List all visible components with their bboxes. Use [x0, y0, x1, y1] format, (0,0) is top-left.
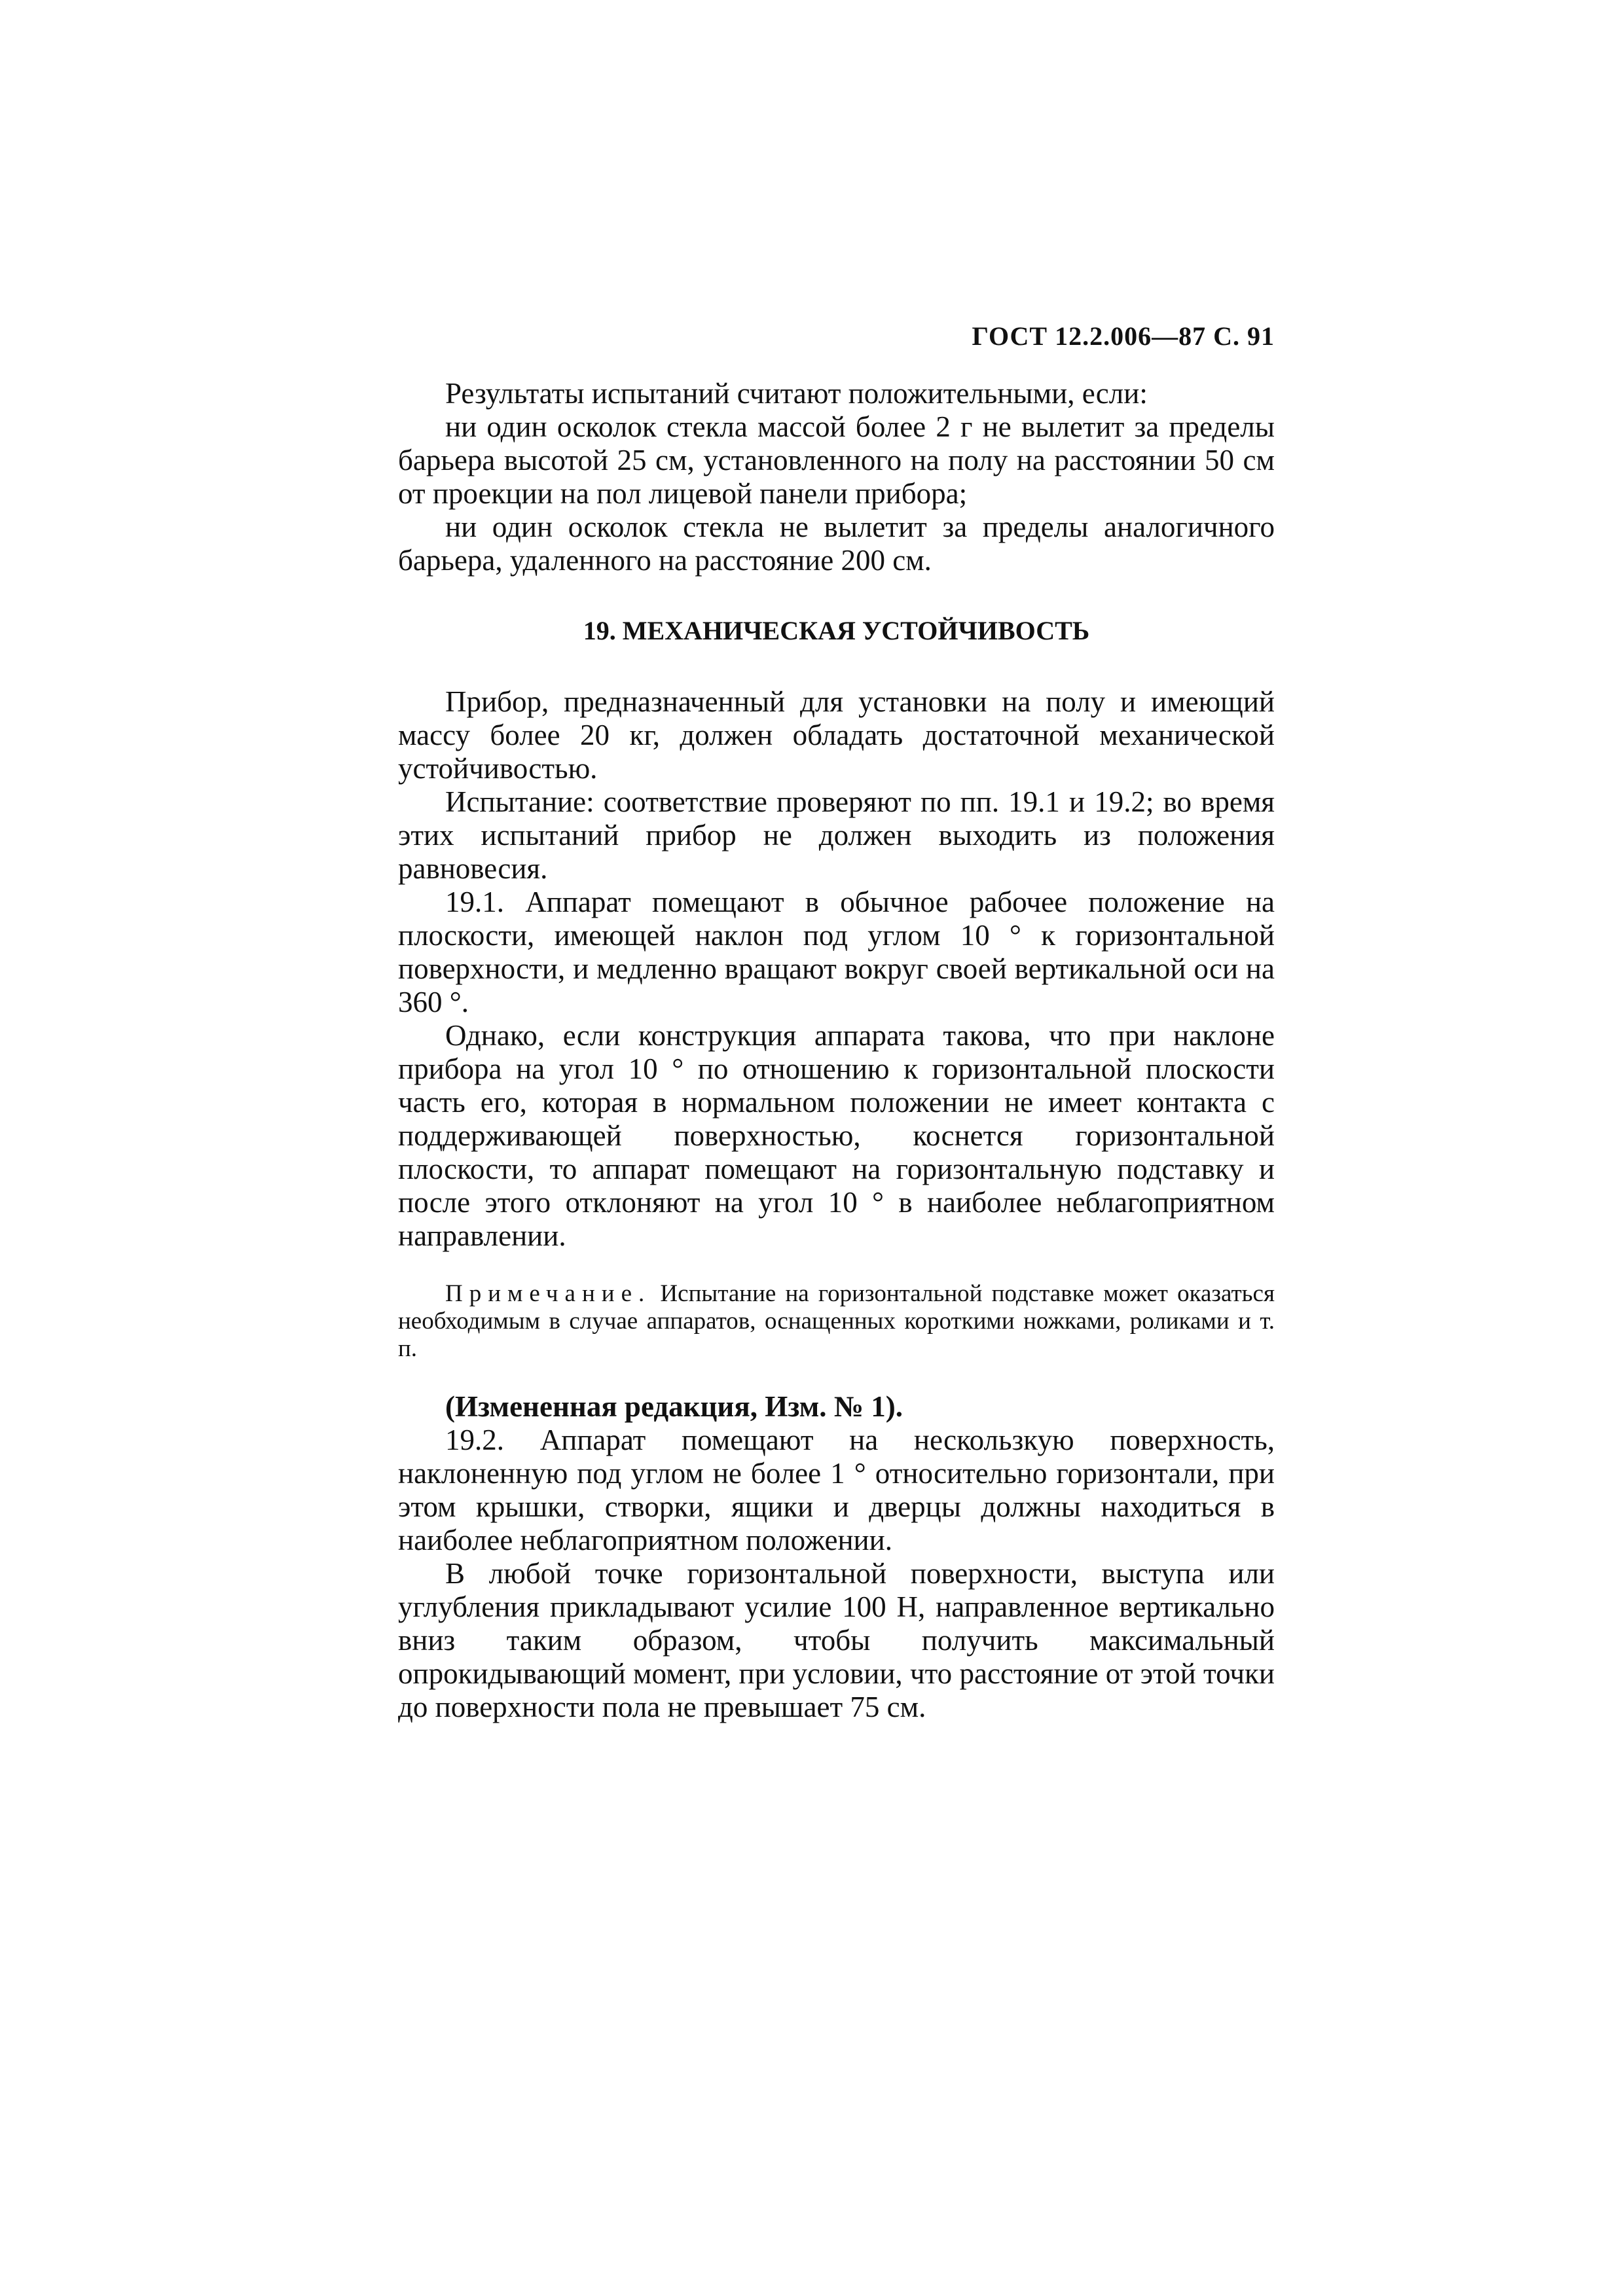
section-paragraph-2: Испытание: соответствие проверяют по пп. 19.1 и 19.2; во время этих испытаний прибор не должен выходить из положения равновесия.: [398, 785, 1275, 885]
document-body: [398, 377, 1275, 1724]
intro-paragraph-1: Результаты испытаний считают положительными, если:: [445, 377, 1148, 410]
note: [398, 1280, 1275, 1363]
section-title: 19. МЕХАНИЧЕСКАЯ УСТОЙЧИВОСТЬ: [583, 616, 1090, 645]
note-label: Примечание.: [445, 1280, 651, 1307]
intro-paragraph-2: ни один осколок стекла массой более 2 г не вылетит за пределы барьера высотой 25 см, установленного на полу на расстоянии 50 см от проекции на пол лицевой панели прибора;: [398, 410, 1275, 510]
clause-19-1-continuation: Однако, если конструкция аппарата такова, что при наклоне прибора на угол 10 ° по отношению к горизонтальной плоскости часть его, которая в нормальном положении не имеет контакта с поддерживающей поверхностью, коснется горизонтальной плоскости, то аппарат помещают на горизонтальную подставку и после этого отклоняют на угол 10 ° в наиболее неблагоприятном направлении.: [398, 1019, 1275, 1252]
amendment-note: (Измененная редакция, Изм. № 1).: [445, 1390, 903, 1423]
clause-19-1: 19.1. Аппарат помещают в обычное рабочее положение на плоскости, имеющей наклон под углом 10 ° к горизонтальной поверхности, и медленно вращают вокруг своей вертикальной оси на 360 °.: [398, 886, 1275, 1018]
page-header: ГОСТ 12.2.006—87 С. 91: [972, 321, 1275, 351]
intro-paragraph-3: ни один осколок стекла не вылетит за пределы аналогичного барьера, удаленного на расстояние 200 см.: [398, 511, 1275, 577]
note-text: Испытание на горизонтальной подставке может оказаться необходимым в случае аппаратов, оснащенных короткими ножками, роликами и т. п.: [398, 1280, 1275, 1362]
section-paragraph-1: Прибор, предназначенный для установки на полу и имеющий массу более 20 кг, должен обладать достаточной механической устойчивостью.: [398, 685, 1275, 785]
clause-19-2-continuation: В любой точке горизонтальной поверхности, выступа или углубления прикладывают усилие 100 Н, направленное вертикально вниз таким образом, чтобы получить максимальный опрокидывающий момент, при условии, что расстояние от этой точки до поверхности пола не превышает 75 см.: [398, 1557, 1275, 1723]
clause-19-2: 19.2. Аппарат помещают на нескользкую поверхность, наклоненную под углом не более 1 ° относительно горизонтали, при этом крышки, створки, ящики и дверцы должны находиться в наиболее неблагоприятном положении.: [398, 1424, 1275, 1556]
